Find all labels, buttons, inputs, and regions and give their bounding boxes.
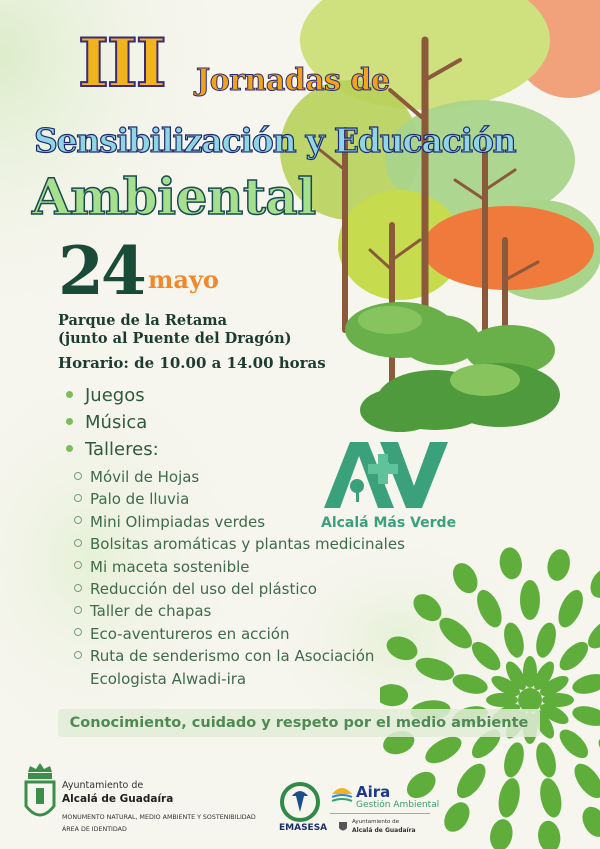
list-item: Música [66, 409, 159, 436]
circle-bullet-icon [74, 561, 82, 569]
bullet-icon [66, 418, 73, 425]
circle-bullet-icon [74, 494, 82, 502]
list-item: Reducción del uso del plástico [74, 578, 405, 600]
list-item: Mini Olimpiadas verdes [74, 511, 405, 533]
list-item: Juegos [66, 382, 159, 409]
title-line-3: Ambiental [32, 167, 316, 226]
aira-sun-icon [330, 780, 354, 804]
list-item: Móvil de Hojas [74, 466, 405, 488]
list-item: Taller de chapas [74, 600, 405, 622]
circle-bullet-icon [74, 606, 82, 614]
ayuntamiento-crest-icon [22, 762, 58, 828]
event-month: mayo [148, 265, 219, 294]
emasesa-logo-icon [280, 782, 320, 822]
list-item: Eco-aventureros en acción [74, 623, 405, 645]
mini-crest-icon [338, 819, 348, 833]
list-item: Palo de lluvia [74, 488, 405, 510]
title-roman-numeral: III [78, 24, 165, 102]
location-name: Parque de la Retama [58, 312, 227, 329]
bullet-icon [66, 391, 73, 398]
list-item: Ruta de senderismo con la Asociación [74, 645, 405, 667]
slogan-banner: Conocimiento, cuidado y respeto por el medio ambiente [58, 709, 540, 737]
ayuntamiento-area: ÁREA DE IDENTIDAD [62, 826, 127, 833]
circle-bullet-icon [74, 472, 82, 480]
divider [330, 813, 430, 814]
title-line-2: Sensibilización y Educación [34, 121, 516, 160]
list-item: Bolsitas aromáticas y plantas medicinales [74, 533, 405, 555]
circle-bullet-icon [74, 584, 82, 592]
bullet-icon [66, 445, 73, 452]
list-item: Talleres: [66, 436, 159, 463]
ayuntamiento-label: Ayuntamiento de [62, 780, 144, 791]
aira-subtitle: Gestión Ambiental [356, 800, 440, 810]
ayuntamiento-city: Alcalá de Guadaíra [62, 793, 174, 805]
list-item: Mi maceta sostenible [74, 556, 405, 578]
ayuntamiento-department: MONUMENTO NATURAL, MEDIO AMBIENTE Y SOSTENIBILIDAD [62, 814, 256, 821]
event-location [58, 312, 292, 348]
title-line-1: Jornadas de [196, 63, 390, 98]
activities-list [66, 382, 159, 463]
circle-bullet-icon [74, 516, 82, 524]
emasesa-label: EMASESA [279, 823, 328, 833]
aira-ayuntamiento-city: Alcalá de Guadaíra [352, 827, 416, 834]
aira-brand: Aira [356, 783, 391, 801]
list-item-continuation: Ecologista Alwadi-ira [90, 669, 247, 688]
event-hours: Horario: de 10.00 a 14.00 horas [58, 354, 326, 372]
aira-ayuntamiento-label: Ayuntamiento de [352, 819, 400, 825]
alcala-mas-verde-label: Alcalá Más Verde [321, 515, 457, 531]
circle-bullet-icon [74, 628, 82, 636]
circle-bullet-icon [74, 651, 82, 659]
location-detail: (junto al Puente del Dragón) [58, 330, 292, 347]
event-day: 24 [58, 232, 144, 310]
circle-bullet-icon [74, 539, 82, 547]
